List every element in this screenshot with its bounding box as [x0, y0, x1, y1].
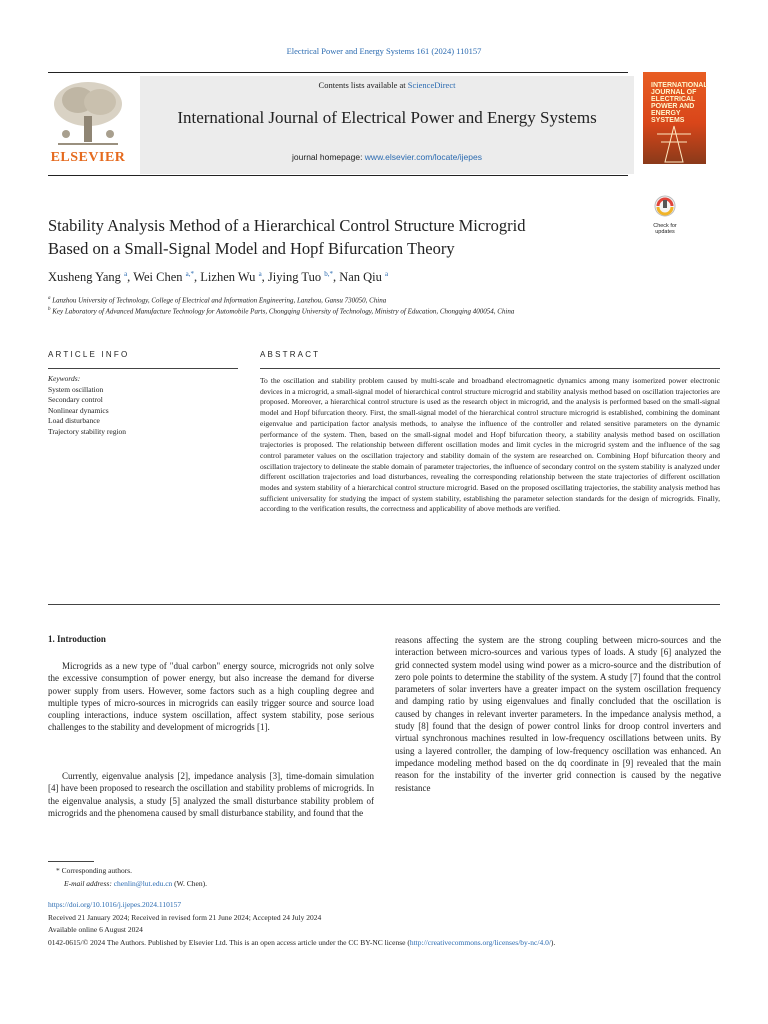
author-name[interactable]: Xusheng Yang [48, 270, 121, 285]
author-name[interactable]: Nan Qiu [339, 270, 382, 285]
journal-citation[interactable]: Electrical Power and Energy Systems 161 (2024) 110157 [286, 46, 482, 56]
contents-line [140, 80, 634, 90]
received-dates: Received 21 January 2024; Received in revised form 21 June 2024; Accepted 24 July 2024 [48, 913, 322, 922]
keywords-block [48, 374, 238, 437]
homepage-link[interactable]: www.elsevier.com/locate/ijepes [364, 152, 482, 162]
author-name[interactable]: Wei Chen [133, 270, 183, 285]
sciencedirect-link[interactable]: ScienceDirect [407, 80, 456, 90]
affiliation [48, 307, 728, 315]
affiliation-mark: a [48, 296, 51, 301]
article-info-rule [48, 368, 238, 369]
header-top-rule [48, 72, 628, 73]
keyword-item: Trajectory stability region [48, 426, 127, 436]
author-affil-mark[interactable]: a [385, 270, 389, 278]
author-affil-mark[interactable]: a [258, 270, 262, 278]
license-link[interactable]: http://creativecommons.org/licenses/by-nc/4.0/ [409, 938, 551, 947]
elsevier-logo-text: ELSEVIER [50, 150, 126, 165]
keyword-item: Secondary control [48, 395, 103, 404]
intro-left-paragraph-1: Microgrids as a new type of "dual carbon" energy source, microgrids not only solve the excessive consumption of power energy, but also increase the demand for diverse power supply from users. However, some factors such as a high coupling degree and multiple types of micro-sources in microgrids can easily trigger source and source load coupling interactions, induce system oscillation, affect system stability, pose serious challenges to the stability and development of microgrids [1]. [48, 661, 374, 733]
title-line-2: Based on a Small-Signal Model and Hopf Bifurcation Theory [48, 239, 455, 258]
email-label: E-mail address: [64, 879, 114, 888]
affiliation-mark: b [48, 307, 51, 312]
homepage-line [140, 152, 634, 162]
keyword-item: System oscillation [48, 384, 104, 394]
affiliation-text: Lanzhou University of Technology, College of Electrical and Information Engineering, Lanzhou, Gansu 730050, China [52, 296, 387, 305]
title-line-1: Stability Analysis Method of a Hierarchical Control Structure Microgrid [48, 216, 526, 235]
check-for-updates-button[interactable] [645, 194, 685, 235]
cover-text: INTERNATIONAL JOURNAL OF ELECTRICAL POWER AND ENERGY SYSTEMS [651, 82, 708, 124]
available-online: Available online 6 August 2024 [48, 925, 143, 934]
abstract-text: To the oscillation and stability problem caused by multi-scale and broadband electromagnetic dynamics among many isomerized power electronic devices in a microgrid, a small-signal model of hierarchical control structure microgrid and stability analysis method based on oscillation trajectories are proposed. Moreover, a hierarchical control structure is used as the research object in microgrid, and the analysis is performed based on the small-signal model and Hopf bifurcation theory. First, the small-signal model of the hierarchical control structure microgrid is established, combining the dominant eigenvalue and participation factor analysis methods, to analyse the influence of the controller and related sensitive parameters on the dynamic performance of the system. Then, based on the small-signal model and Hopf bifurcation theory, a stability analysis method based on oscillation trajectories is proposed. The relationship between different oscillation modes and limit cycles in the microgrid system and the influence of the sag control parameter values on the oscillation trajectory and stability domain of the system are researched on. Combining Hopf bifurcation theory and oscillation trajectory to delineate the stable domain of parameter trajectories, the influence of secondary control on the system stability is analyzed under different oscillation trajectories and load disturbances, revealing the corresponding relationship between the state trajectories of different oscillation modes and system stability of a hierarchical control structure microgrid. Based on the proposed oscillating trajectories, the stability analysis method has sufficient universality for studying the impact of system stability, establishing the parameter selection standards for the design of microgrids. Finally, according to the verification results, the correctness and applicability of above methods are verified. [260, 376, 720, 514]
email-line [64, 879, 207, 888]
intro-left-paragraph-2: Currently, eigenvalue analysis [2], impedance analysis [3], time-domain simulation [4] have been proposed to research the oscillation and stability problems of microgrids. In the eigenvalue analysis, a study [5] analyzed the small disturbance stability problem of microgrids and the phenomena caused by small disturbance stability, and found that the [48, 771, 374, 818]
elsevier-tree-logo [48, 78, 128, 150]
keywords-label: Keywords: [48, 374, 81, 383]
keyword-item: Nonlinear dynamics [48, 405, 109, 415]
article-title [48, 214, 628, 260]
abstract-heading: ABSTRACT [260, 350, 321, 359]
intro-right-column: reasons affecting the system are the strong coupling between micro-sources and the interaction between micro-sources and various types of loads. A study [6] analyzed the grid connected system model using wind power as a micro-source and the distribution of zero pole points to determine the stability of the system. A study [7] found that the control parameters of solar inverters have a greater impact on the system oscillation frequency and damping ratio by using eigenvalues and finally concluded that the oscillation is caused by changes in relevant inverter parameters. In the impedance analysis method, a study [8] found that the design of power control links for droop control inverters and virtual synchronous machines resulted in low-frequency oscillations between units. By using a layered controller, the damping of low-frequency oscillation was enhanced. An impedance modeling method based on the dq coordinate in [9] revealed that the main reason for the instability of the inverter grid connection is caused by the negative resistance [395, 635, 721, 793]
author-name[interactable]: Jiying Tuo [267, 270, 322, 285]
author-affil-mark[interactable]: a,* [185, 270, 195, 278]
abstract-rule [260, 368, 720, 369]
article-info-heading: ARTICLE INFO [48, 350, 130, 359]
footnote-rule [48, 861, 94, 862]
homepage-prefix: journal homepage: [292, 152, 365, 162]
author-affil-mark[interactable]: a [124, 270, 128, 278]
email-link[interactable]: chenlin@lut.edu.cn [113, 879, 173, 888]
header-bottom-rule [48, 175, 628, 176]
corresponding-note: * Corresponding authors. [56, 866, 133, 875]
affiliation [48, 296, 728, 304]
doi-link[interactable]: https://doi.org/10.1016/j.ijepes.2024.110157 [48, 900, 182, 909]
journal-name: International Journal of Electrical Power and Energy Systems [177, 108, 597, 127]
author-list: Xusheng Yang $^a$, Wei Chen $^{a,*}$, Lizhen Wu $^a$, Jiying Tuo $^{b,*}$, Nan Qiu $^a$ [48, 270, 389, 285]
intro-heading: 1. Introduction [48, 634, 106, 644]
check-updates-label: Check for updates [653, 223, 677, 235]
license-line [48, 937, 720, 948]
license-prefix: 0142-0615/© 2024 The Authors. Published by Elsevier Ltd. This is an open access article under the CC BY-NC license ( [48, 938, 410, 947]
email-suffix: (W. Chen). [172, 879, 207, 888]
keyword-item: Load disturbance [48, 416, 100, 425]
contents-prefix: Contents lists available at [318, 80, 408, 90]
check-updates-icon [645, 194, 685, 218]
affiliation-text: Key Laboratory of Advanced Manufacture Technology for Automobile Parts, Chongqing University of Technology, Ministry of Education, Chongqing 400054, China [52, 307, 515, 316]
author-affil-mark[interactable]: b,* [324, 270, 333, 278]
journal-cover[interactable] [643, 72, 706, 164]
abstract-bottom-rule [48, 604, 720, 605]
author-name[interactable]: Lizhen Wu [200, 270, 256, 285]
cover-pylon-icon [643, 124, 706, 164]
license-suffix: ). [550, 938, 556, 947]
